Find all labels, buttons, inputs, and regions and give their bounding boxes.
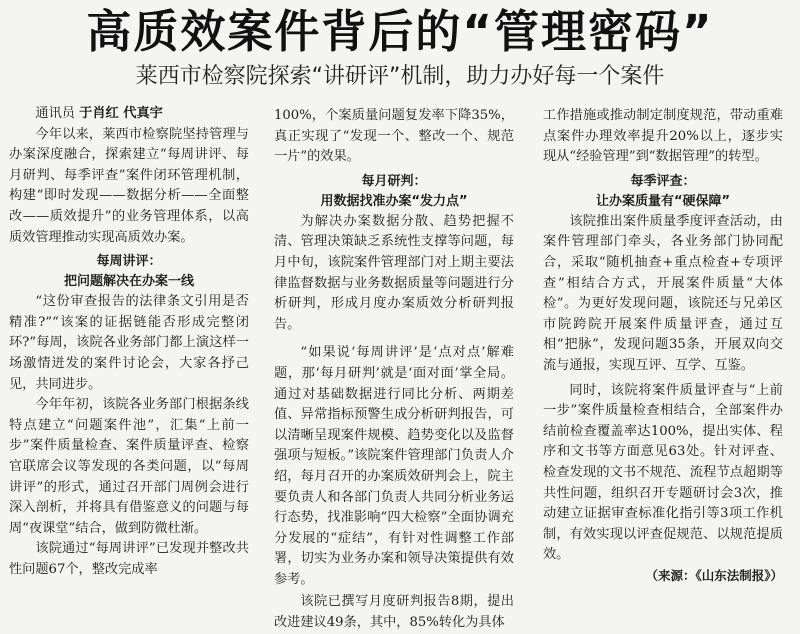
paragraph: 同时，该院将案件质量评查与“上前一步”案件质量检查相结合，全部案件办结前检查覆盖率达100%，提出实体、程序和文书等方面意见63处。针对评查、检查发现的文书不规范、流程节点超期等共性问题，组织召开专题研讨会3次，推动建立证据审查标准化指引等3项工作机制，有效实现以评查促规范、以规范提质效。 — [543, 382, 783, 563]
paragraph: 该院通过“每周讲评”已发现并整改共性问题67个，整改完成率 — [9, 541, 249, 577]
article-column-3 — [543, 106, 783, 586]
subheadline: 莱西市检察院探索“讲研评”机制，助力办好每一个案件 — [135, 64, 665, 89]
article-column-2 — [274, 106, 514, 634]
section-2-subtitle: 用数据找准办案“发力点” — [320, 193, 468, 209]
article-column-1 — [9, 104, 249, 580]
paragraph: 今年年初，该院各业务部门根据条线特点建立“问题案件池”，汇集“上前一步”案件质量检查、案件质量评查、检察官联席会议等发现的各类问题，以“每周讲评”的形式，通过召开部门周例会进行深入剖析，并将具有借鉴意义的问题与每周“夜课堂”结合，做到防微杜渐。 — [9, 397, 249, 536]
paragraph: 该院推出案件质量季度评查活动，由案件管理部门牵头，各业务部门协同配合，采取“随机抽查+重点检查+专项评查”相结合方式，开展案件质量“大体检”。为更好发现问题，该院还与兄弟区市院跨院开展案件质量评查，通过互相“把脉”，发现问题35条，开展双向交流与通报，实现互评、互学、互鉴。 — [543, 213, 783, 373]
source-credit: （来源：《山东法制报》） — [645, 567, 783, 583]
byline-label: 通讯员 — [35, 106, 75, 121]
paragraph: 该院已撰写月度研判报告8期，提出改进建议49条，其中，85%转化为具体 — [274, 594, 514, 631]
section-3-title: 每季评查： — [630, 173, 696, 189]
section-1-title: 每周讲评： — [96, 254, 162, 270]
byline — [9, 104, 249, 125]
paragraph: “这份审查报告的法律条文引用是否精准?”“该案的证据链能否形成完整闭环?”每周，该院各业务部门都上演这样一场激情迸发的案件讨论会，大家各抒己见，共同进步。 — [9, 294, 249, 392]
headline: 高质效案件背后的“管理密码” — [86, 5, 714, 58]
byline-names: 于肖红 代真宇 — [79, 106, 163, 121]
section-3-subtitle: 让办案质量有“硬保障” — [595, 193, 731, 209]
section-2-title: 每月研判： — [361, 173, 427, 189]
paragraph: 为解决办案数据分散、趋势把握不清、管理决策缺乏系统性支撑等问题，每月中旬，该院案件管理部门对上期主要法律监督数据与业务数据质量等问题进行分析研判，形成月度办案质效分析研判报告。 — [274, 213, 514, 332]
paragraph: “如果说‘每周讲评’是‘点对点’解难题，那‘每月研判’就是‘面对面’掌全局。通过对基础数据进行同比分析、两期差值、异常指标预警生成分析研判报告，可以清晰呈现案件规模、趋势变化以及监督强项与短板。”该院案件管理部门负责人介绍，每月召开的办案质效研判会上，院主要负责人和各部门负责人共同分析业务运行态势，找准影响“四大检察”全面协调充分发展的“症结”，有针对性调整工作部署，切实为业务办案和领导决策提供有效参考。 — [274, 345, 514, 587]
intro-paragraph: 今年以来，莱西市检察院坚持管理与办案深度融合，探索建立“每周讲评、每月研判、每季评查”案件闭环管理机制，构建“即时发现——数据分析——全面整改——质效提升”的业务管理体系，以高质效管理推动实现高质效办案。 — [9, 126, 249, 245]
paragraph: 工作措施或推动制定制度规范，带动重难点案件办理效率提升20%以上，逐步实现从“经验管理”到“数据管理”的转型。 — [543, 108, 783, 165]
section-1-subtitle: 把问题解决在办案一线 — [63, 274, 194, 290]
paragraph: 100%，个案质量问题复发率下降35%，真正实现了“发现一个、整改一个、规范一片”的效果。 — [274, 108, 514, 165]
